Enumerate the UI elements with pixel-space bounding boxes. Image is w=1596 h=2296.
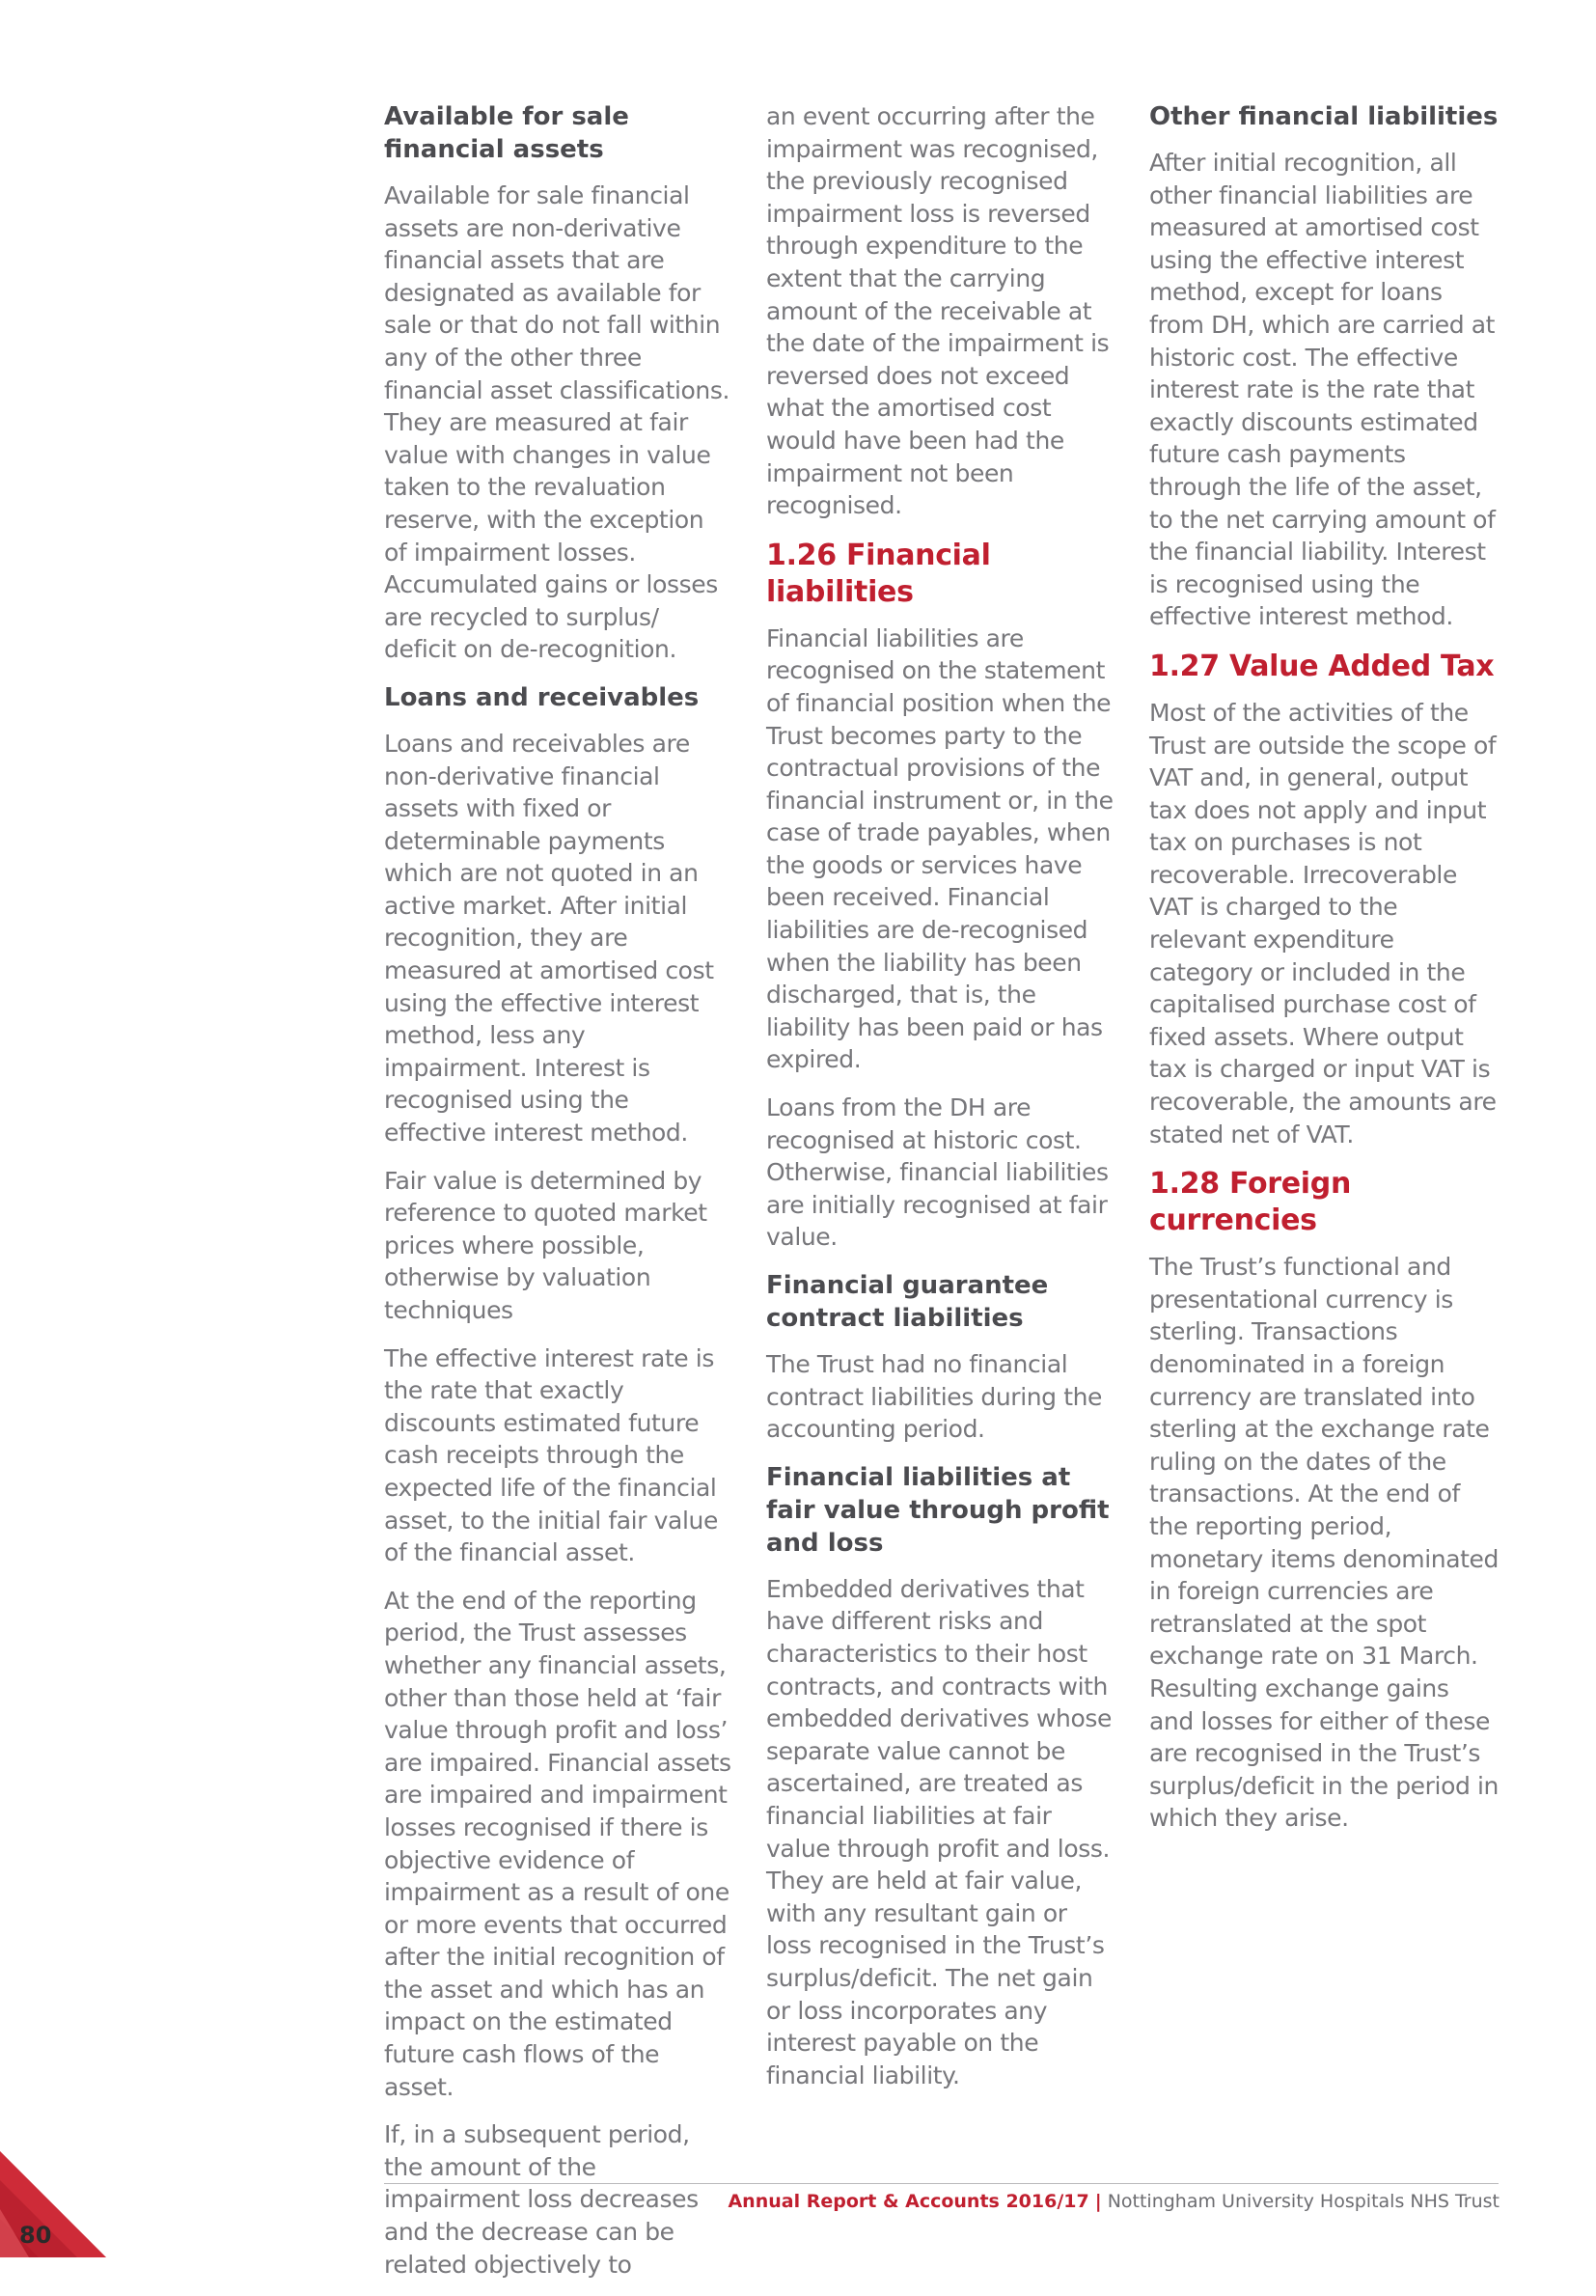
subheading-other-financial-liabilities: Other financial liabilities xyxy=(1149,102,1499,131)
paragraph-subsequent-period: If, in a subsequent period, the amount of the impairment loss decreases and the decrease can be related objectively to xyxy=(384,2120,699,2279)
page-number: 80 xyxy=(19,2222,52,2249)
section-heading-1-28: 1.28 Foreign currencies xyxy=(1149,1167,1352,1238)
paragraph-fair-value: Fair value is determined by reference to quoted market prices where possible, otherwise by valuation techniques xyxy=(384,1166,707,1324)
subheading-loans-receivables: Loans and receivables xyxy=(384,682,700,712)
paragraph-other-financial-liabilities: After initial recognition, all other financial liabilities are measured at amortised cost using the effective interest method, except for loans from DH, which are carried at historic cost. The effective interest rate is the rate that exactly discounts estimated future cash payments through the life of the asset, to the net carrying amount of the financial liability. Interest is recognised using the effective interest method. xyxy=(1149,149,1496,631)
paragraph-continued: an event occurring after the impairment was recognised, the previously recognised impairment loss is reversed through expenditure to the extent that the carrying amount of the receivable at the date of the impairment is reversed does not exceed what the amortised cost would have been had the impairment not been recognised. xyxy=(766,102,1110,520)
column-2 xyxy=(766,100,1115,2107)
footer-separator: | xyxy=(1094,2191,1102,2212)
subheading-available-for-sale: Available for sale financial assets xyxy=(384,102,629,164)
paragraph-end-of-period: At the end of the reporting period, the Trust assesses whether any financial assets, other than those held at ‘fair value through profit and loss’ are impaired. Financial assets are impaired and impairment losses recognised if there is objective evidence of impairment as a result of one or more events that occurred after the initial recognition of the asset and which has an impact on the estimated future cash flows of the asset. xyxy=(384,1586,731,2101)
footer-divider xyxy=(384,2183,1499,2184)
corner-triangle-graphic xyxy=(0,2151,106,2257)
paragraph-financial-guarantee: The Trust had no financial contract liabilities during the accounting period. xyxy=(766,1350,1103,1444)
paragraph-financial-liabilities: Financial liabilities are recognised on the statement of financial position when the Trust becomes party to the contractual provisions of the financial instrument or, in the case of trade payables, when the goods or services have been received. Financial liabilities are de-recognised when the liability has been discharged, that is, the liability has been paid or has expired. xyxy=(766,623,1114,1074)
subheading-financial-guarantee: Financial guarantee contract liabilities xyxy=(766,1271,1049,1333)
paragraph-loans-from-dh: Loans from the DH are recognised at historic cost. Otherwise, financial liabilities are initially recognised at fair value. xyxy=(766,1093,1109,1252)
footer-report-title: Annual Report & Accounts 2016/17 xyxy=(728,2191,1089,2212)
paragraph-available-for-sale: Available for sale financial assets are non-derivative financial assets that are designated as available for sale or that do not fall within any of the other three financial asset classifications. They are measured at fair value with changes in value taken to the revaluation reserve, with the exception of impairment losses. Accumulated gains or losses are recycled to surplus/ deficit on de-recognition. xyxy=(384,181,730,664)
paragraph-effective-interest-rate: The effective interest rate is the rate that exactly discounts estimated future cash receipts through the expected life of the financial asset, to the initial fair value of the financial asset. xyxy=(384,1343,718,1567)
paragraph-vat: Most of the activities of the Trust are outside the scope of VAT and, in general, output tax does not apply and input tax on purchases is not recoverable. Irrecoverable VAT is charged to the relevant expenditure category or included in the capitalised purchase cost of fixed assets. Where output tax is charged or input VAT is recoverable, the amounts are stated net of VAT. xyxy=(1149,698,1497,1148)
paragraph-loans-receivables: Loans and receivables are non-derivative financial assets with fixed or determinable payments which are not quoted in an active market. After initial recognition, they are measured at amortised cost using the effective interest method, less any impairment. Interest is recognised using the effective interest method. xyxy=(384,729,714,1148)
subheading-fair-value-profit-loss: Financial liabilities at fair value through profit and loss xyxy=(766,1462,1110,1558)
footer-trust-name: Nottingham University Hospitals NHS Trust xyxy=(1107,2191,1500,2212)
footer xyxy=(728,2189,1500,2214)
section-heading-1-27: 1.27 Value Added Tax xyxy=(1149,649,1495,683)
paragraph-embedded-derivatives: Embedded derivatives that have different risks and characteristics to their host contracts, and contracts with embedded derivatives whose separate value cannot be ascertained, are treated as financial liabilities at fair value through profit and loss. They are held at fair value, with any resultant gain or loss recognised in the Trust’s surplus/deficit. The net gain or loss incorporates any interest payable on the financial liability. xyxy=(766,1574,1112,2089)
column-3 xyxy=(1149,100,1499,1850)
section-heading-1-26: 1.26 Financial liabilities xyxy=(766,538,991,609)
paragraph-foreign-currencies: The Trust’s functional and presentational currency is sterling. Transactions denominated in a foreign currency are translated into sterling at the exchange rate ruling on the dates of the transactions. At the end of the reporting period, monetary items denominated in foreign currencies are retranslated at the spot exchange rate on 31 March. Resulting exchange gains and losses for either of these are recognised in the Trust’s surplus/deficit in the period in which they arise. xyxy=(1149,1253,1499,1833)
column-1 xyxy=(384,100,733,2296)
